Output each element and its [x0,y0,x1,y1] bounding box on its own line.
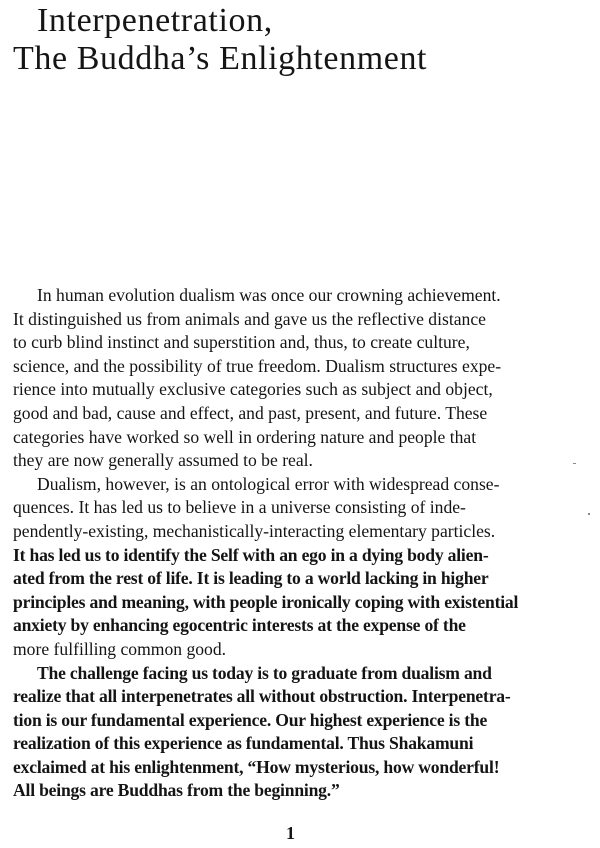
text-line: It has led us to identify the Self with an ego in a dying body alien- [13,544,489,565]
text-line: science, and the possibility of true freedom. Dualism structures expe- [13,355,502,376]
text-line: to curb blind instinct and superstition and, thus, to create culture, [13,332,470,353]
text-line: Dualism, however, is an ontological error with widespread conse- [37,473,500,494]
text-line: ated from the rest of life. It is leading to a world lacking in higher [13,568,489,589]
paragraph-1 [13,284,523,473]
text-line: realize that all interpenetrates all without obstruction. Interpenetra- [13,686,511,707]
text-line: more fulfilling common good. [13,638,227,659]
text-line: In human evolution dualism was once our crowning achievement. [37,285,501,305]
page-number: 1 [286,823,295,843]
text-line: The challenge facing us today is to graduate from dualism and [37,662,492,683]
chapter-title-line-2: The Buddha’s Enlightenment [13,40,428,77]
paragraph-3 [13,662,523,804]
chapter-title [0,2,427,78]
text-line: they are now generally assumed to be real. [13,450,313,471]
text-line: exclaimed at his enlightenment, “How mysterious, how wonderful! [13,756,500,777]
text-line: categories have worked so well in ordering nature and people that [13,426,477,447]
chapter-title-line-1: Interpenetration, [37,2,273,39]
text-line: tion is our fundamental experience. Our highest experience is the [13,709,488,730]
text-line: principles and meaning, with people ironically coping with existential [13,591,519,612]
text-line: rience into mutually exclusive categories such as subject and object, [13,379,493,400]
text-line: pendently-existing, mechanistically-interacting elementary particles. [13,520,496,541]
text-line: It distinguished us from animals and gave us the reflective distance [13,308,486,329]
text-line: good and bad, cause and effect, and past, present, and future. These [13,402,488,423]
body-text [13,284,523,803]
text-line: realization of this experience as fundamental. Thus Shakamuni [13,733,474,754]
text-line: All beings are Buddhas from the beginning.” [13,780,340,801]
paragraph-2 [13,473,523,662]
text-line: anxiety by enhancing egocentric interests at the expense of the [13,615,466,636]
text-line: quences. It has led us to believe in a universe consisting of inde- [13,497,466,518]
scan-speck [588,513,590,515]
scan-speck [573,463,576,464]
